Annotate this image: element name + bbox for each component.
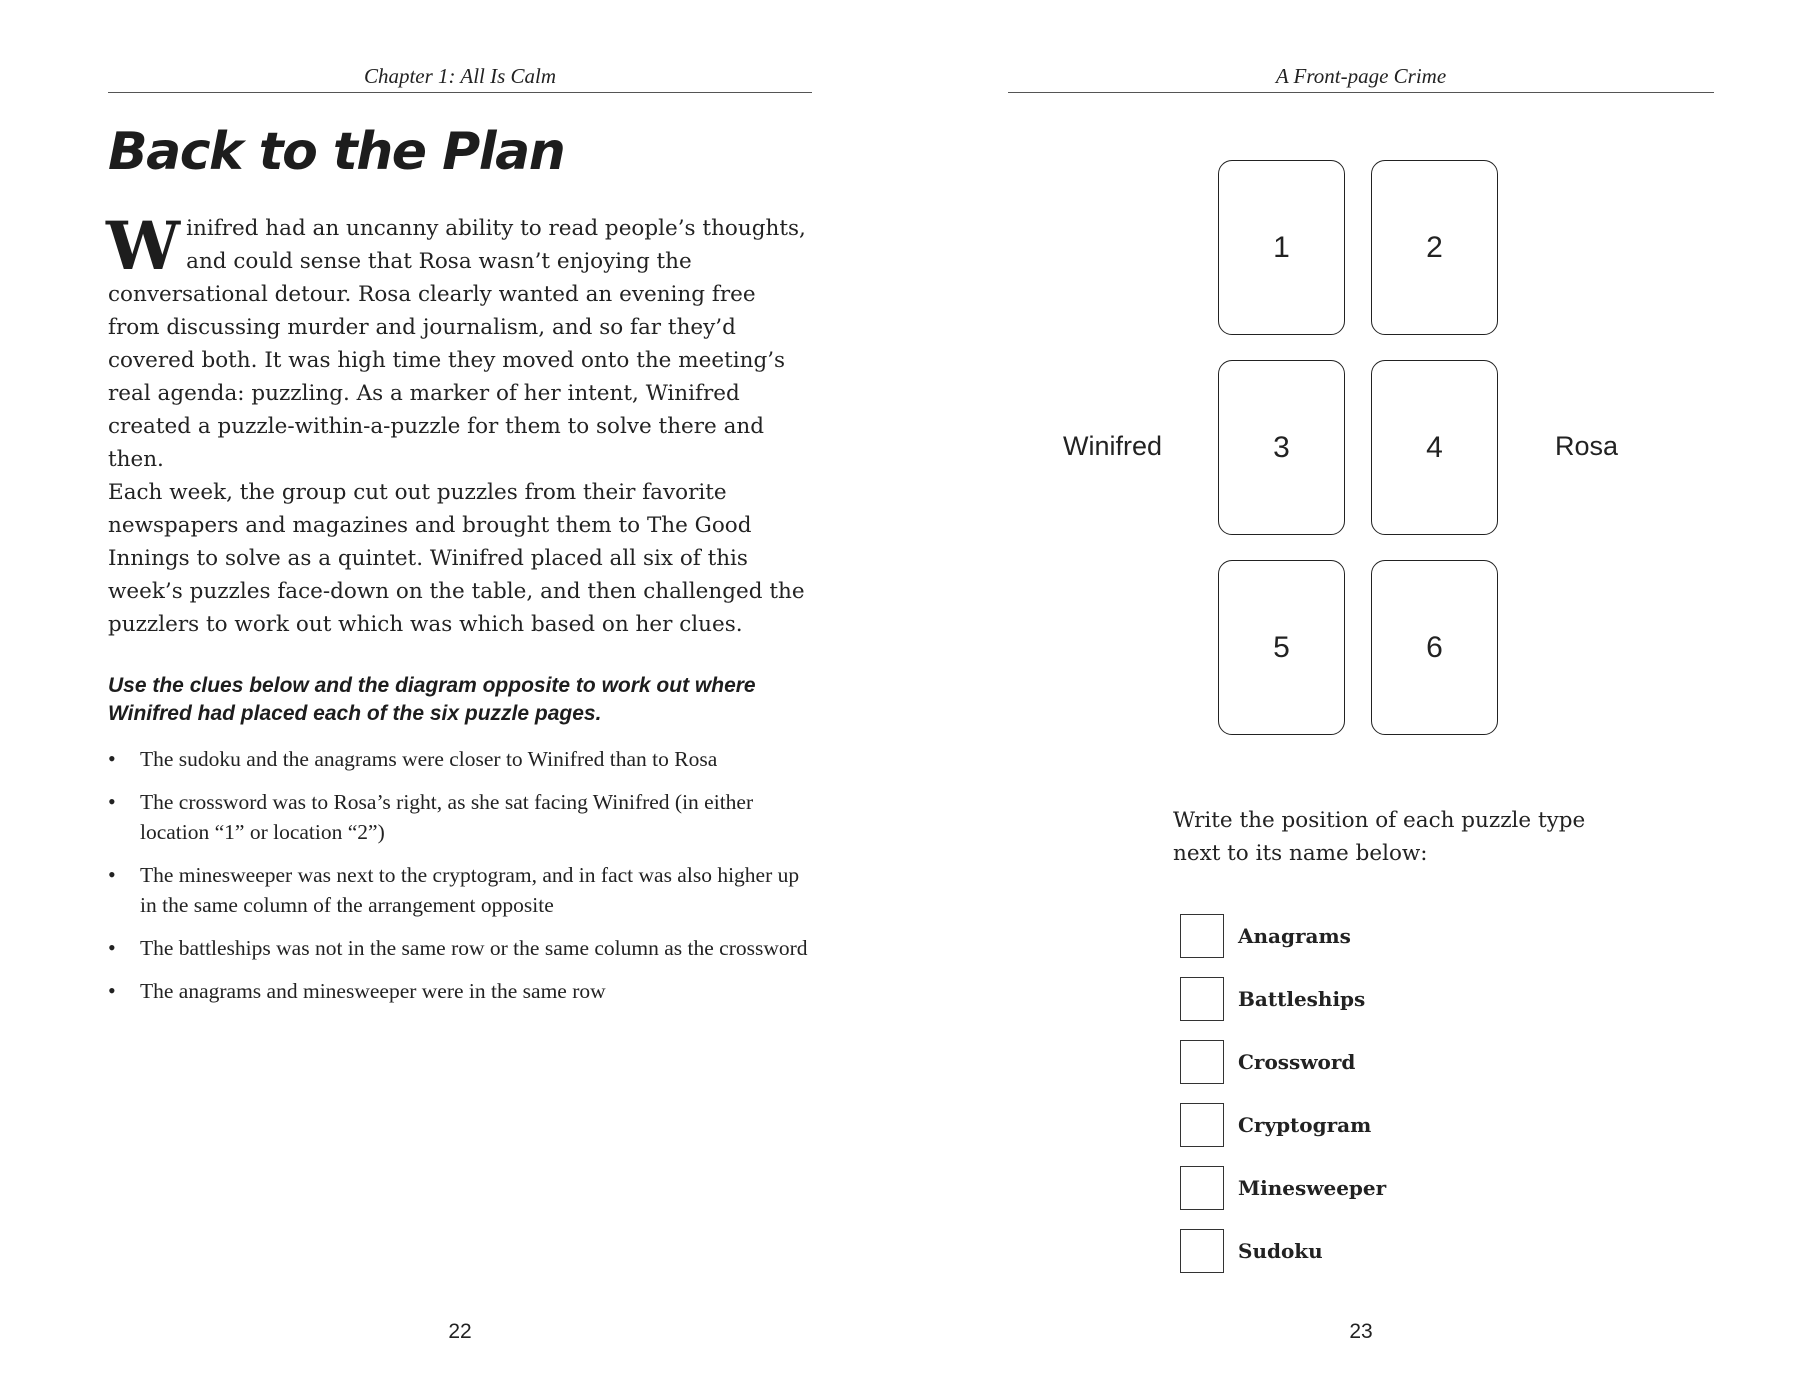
answer-box[interactable] [1180,1040,1224,1084]
answer-row-anagrams [1180,913,1351,959]
paragraph-1 [106,207,813,476]
clue-text: The anagrams and minesweeper were in the same row [140,979,606,1003]
clue-text: The crossword was to Rosa’s right, as she sat facing Winifred (in either location “1” or location “2”) [140,790,754,844]
clue-text: The minesweeper was next to the cryptogram, and in fact was also higher up in the same column of the arrangement opposite [140,863,800,917]
answer-box[interactable] [1180,1229,1224,1273]
clue-text: The sudoku and the anagrams were closer to Winifred than to Rosa [140,747,718,771]
clue-item [108,860,813,920]
card-position-6: 6 [1371,560,1498,735]
answer-label: Minesweeper [1238,1176,1387,1200]
answer-row-crossword [1180,1039,1355,1085]
clue-item [108,787,813,847]
answer-box[interactable] [1180,977,1224,1021]
bullet-icon: • [108,789,116,814]
answer-box[interactable] [1180,914,1224,958]
answer-label: Cryptogram [1238,1113,1372,1137]
clue-text: The battleships was not in the same row or the same column as the crossword [140,936,808,960]
answer-row-battleships [1180,976,1365,1022]
answer-label: Crossword [1238,1050,1356,1074]
answer-box[interactable] [1180,1103,1224,1147]
paragraph-2: Each week, the group cut out puzzles from their favorite newspapers and magazines and brought them to The Good Innings to solve as a quintet. Winifred placed all six of this week’s puzzles face-down on the table, and then challenged the puzzlers to work out which was which based on her clues. [108,480,805,637]
drop-cap: W [106,207,181,285]
answer-row-cryptogram [1180,1102,1371,1148]
clue-item [108,933,813,963]
card-position-1: 1 [1218,160,1345,335]
clue-list [108,744,813,1019]
answer-label: Battleships [1238,987,1366,1011]
answer-prompt: Write the position of each puzzle type next to its name below: [1173,808,1586,866]
puzzle-instructions: Use the clues below and the diagram opposite to work out where Winifred had placed each of the six puzzle pages. [108,674,756,725]
answer-label: Sudoku [1238,1239,1323,1263]
right-page [905,0,1811,1399]
paragraph-1-text: inifred had an uncanny ability to read people’s thoughts, and could sense that Rosa wasn’t enjoying the conversational detour. Rosa clearly wanted an evening free from discussing murder and journalism, and so far they’d covered both. It was high time they moved onto the meeting’s real agenda: puzzling. As a marker of her intent, Winifred created a puzzle-within-a-puzzle for them to solve there and then. [108,216,806,472]
page-number-left: 22 [448,1320,472,1343]
clue-item [108,744,813,774]
bullet-icon: • [108,978,116,1003]
winifred-label: Winifred [1063,431,1163,461]
bullet-icon: • [108,862,116,887]
rosa-label: Rosa [1555,431,1619,461]
left-page [0,0,905,1399]
card-position-5: 5 [1218,560,1345,735]
answer-row-minesweeper [1180,1165,1386,1211]
bullet-icon: • [108,935,116,960]
card-position-3: 3 [1218,360,1345,535]
page-title: Back to the Plan [108,122,565,182]
answer-box[interactable] [1180,1166,1224,1210]
clue-item [108,976,813,1006]
bullet-icon: • [108,746,116,771]
running-head-left: Chapter 1: All Is Calm [108,64,812,93]
card-position-4: 4 [1371,360,1498,535]
answer-row-sudoku [1180,1228,1323,1274]
running-head-right: A Front-page Crime [1008,64,1714,93]
page-number-right: 23 [1349,1320,1373,1343]
answer-label: Anagrams [1238,924,1351,948]
card-position-2: 2 [1371,160,1498,335]
